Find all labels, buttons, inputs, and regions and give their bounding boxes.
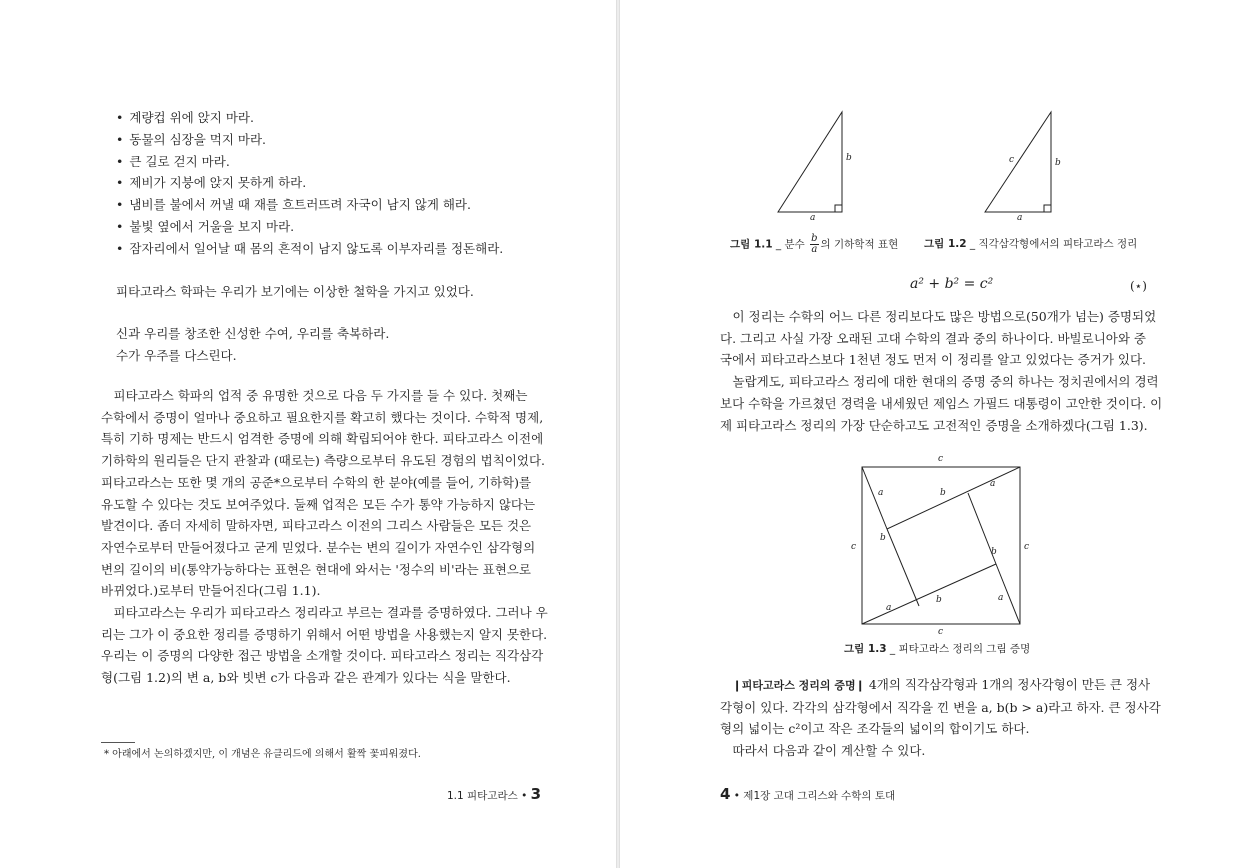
side-label-b: b — [846, 153, 852, 163]
text-line: 피타고라스는 우리가 피타고라스 정리라고 부르는 결과를 증명하였다. 그러나 우 — [113, 605, 548, 621]
text-line: 리는 그가 이 중요한 정리를 증명하기 위해서 어떤 방법을 사용했는지 알지 못한다. — [101, 626, 548, 642]
figure-1-2-triangle — [975, 105, 1065, 223]
running-footer-text: 1.1 피타고라스 • — [447, 790, 528, 802]
side-label-a: a — [1017, 213, 1023, 223]
figure-1-3-square-proof — [850, 452, 1030, 637]
page-number: 4 — [720, 785, 731, 803]
side-label-c: c — [1009, 155, 1015, 165]
figure-1-1-triangle — [770, 105, 852, 223]
caption-text: 의 기하학적 표현 — [820, 238, 899, 251]
text-line: 특히 기하 명제는 반드시 엄격한 증명에 의해 확립되어야 한다. 피타고라스 이전에 — [101, 431, 544, 447]
fraction-numerator: b — [811, 233, 818, 244]
right-page — [620, 0, 1236, 868]
fraction-b-over-a — [810, 234, 818, 255]
text-line: 따라서 다음과 같이 계산할 수 있다. — [732, 743, 926, 759]
text-line: 이 정리는 수학의 어느 다른 정리보다도 많은 방법으로(50개가 넘는) 증명되었 — [732, 309, 1157, 324]
running-footer-text: • 제1장 고대 그리스와 수학의 토대 — [733, 790, 896, 802]
figure-1-1-caption — [730, 234, 898, 255]
philosophy-paragraph: 피타고라스 학파는 우리가 보기에는 이상한 철학을 가지고 있었다. — [116, 284, 474, 299]
side-label-b: b — [880, 533, 886, 543]
side-label-c: c — [938, 454, 944, 464]
figure-label: 그림 1.3 — [844, 643, 887, 655]
text-line: 바뀌었다.)로부터 만들어진다(그림 1.1). — [101, 583, 321, 599]
text-line: 발견이다. 좀더 자세히 말하자면, 피타고라스 이전의 그리스 사람들은 모든 것은 — [101, 518, 532, 534]
caption-text: 피타고라스 정리의 그림 증명 — [898, 643, 1031, 655]
text-line: 우리는 이 증명의 다양한 접근 방법을 소개할 것이다. 피타고라스 정리는 직각삼각 — [101, 648, 544, 664]
caption-separator: _ — [966, 238, 979, 250]
text-line: 유도할 수 있다는 것도 보여주었다. 둘째 업적은 모든 수가 통약 가능하지 않다는 — [101, 496, 536, 512]
text-line: 각형이 있다. 각각의 삼각형에서 직각을 낀 변을 a, b(b > a)라고 하자. 큰 정사각 — [720, 699, 1161, 715]
figure-1-2-caption — [924, 236, 1137, 251]
side-label-c: c — [1024, 542, 1030, 552]
rule-item: • 동물의 심장을 먹지 마라. — [116, 129, 503, 151]
history-paragraph — [720, 306, 1163, 436]
rule-item: • 불빛 옆에서 거울을 보지 마라. — [116, 216, 503, 238]
caption-text: 직각삼각형에서의 피타고라스 정리 — [978, 238, 1138, 250]
text-line: 기하학의 원리들은 단지 관찰과 (때로는) 측량으로부터 유도된 경험의 법칙이었다. — [101, 453, 545, 469]
caption-separator: _ — [772, 238, 785, 251]
text-line: 형(그림 1.2)의 변 a, b와 빗변 c가 다음과 같은 관계가 있다는 식을 말한다. — [101, 670, 511, 686]
side-label-a: a — [810, 213, 816, 223]
pythagorean-equation: a² + b² = c² — [910, 276, 994, 292]
rule-item: • 계량컵 위에 앉지 마라. — [116, 107, 503, 129]
proof-paragraph — [720, 674, 1161, 762]
figure-label: 그림 1.2 — [924, 238, 967, 250]
page-number: 3 — [530, 785, 542, 803]
text-line: 피타고라스 학파의 업적 중 유명한 것으로 다음 두 가지를 들 수 있다. 첫째는 — [113, 388, 528, 403]
fraction-denominator: a — [811, 244, 818, 255]
side-label-b: b — [936, 595, 942, 605]
figure-label: 그림 1.1 — [730, 238, 773, 251]
proof-heading: ❙피타고라스 정리의 증명❙ — [732, 679, 865, 692]
side-label-a: a — [878, 488, 884, 498]
side-label-b: b — [991, 547, 997, 557]
side-label-b: b — [940, 488, 946, 498]
side-label-a: a — [990, 479, 996, 489]
page-footer — [447, 785, 541, 803]
side-label-c: c — [938, 627, 944, 637]
rule-item: • 잠자리에서 일어날 때 몸의 흔적이 남지 않도록 이부자리를 정돈해라. — [116, 238, 503, 260]
text-line: 놀랍게도, 피타고라스 정리에 대한 현대의 증명 중의 하나는 정치권에서의 경력 — [732, 374, 1159, 390]
text-line: 국에서 피타고라스보다 1천년 정도 먼저 이 정리를 알고 있었다는 증거가 있다. — [720, 352, 1146, 368]
rule-item: • 큰 길로 걷지 마라. — [116, 151, 503, 173]
text-line: 다. 그리고 사실 가장 오래된 고대 수학의 결과 중의 하나이다. 바빌로니아와 중 — [720, 330, 1146, 346]
side-label-b: b — [1055, 158, 1061, 168]
text-line — [720, 674, 1150, 697]
text-line: 제 피타고라스 정리의 가장 단순하고도 고전적인 증명을 소개하겠다(그림 1.3). — [720, 417, 1148, 433]
text-line: 수학에서 증명이 얼마나 중요하고 필요한지를 확고히 했다는 것이다. 수학적 명제, — [101, 409, 544, 425]
caption-separator: _ — [886, 643, 899, 655]
page-footer — [720, 785, 895, 803]
equation-star-mark: (⋆) — [1130, 279, 1147, 293]
text-line: 변의 길이의 비(통약가능하다는 표현은 현대에 와서는 '정수의 비'라는 표현으로 — [101, 561, 531, 577]
footnote: * 아래에서 논의하겠지만, 이 개념은 유클리드에 의해서 활짝 꽃피워졌다. — [104, 749, 421, 760]
text-line: 자연수로부터 만들어졌다고 굳게 믿었다. 분수는 변의 길이가 자연수인 삼각형의 — [101, 539, 536, 555]
motto-line: 수가 우주를 다스린다. — [116, 348, 237, 363]
achievements-paragraph — [101, 385, 548, 689]
text-line: 피타고라스는 또한 몇 개의 공준*으로부터 수학의 한 분야(예를 들어, 기하학)를 — [101, 474, 532, 490]
side-label-a: a — [998, 593, 1004, 603]
figure-1-3-caption — [844, 641, 1030, 656]
footnote-divider — [101, 742, 135, 743]
text-span: 4개의 직각삼각형과 1개의 정사각형이 만든 큰 정사 — [868, 677, 1151, 692]
left-page — [0, 0, 616, 868]
side-label-c: c — [851, 542, 857, 552]
text-line: 보다 수학을 가르쳤던 경력을 내세웠던 제임스 가필드 대통령이 고안한 것이다. 이 — [720, 395, 1163, 411]
motto-line: 신과 우리를 창조한 신성한 수여, 우리를 축복하라. — [116, 326, 390, 341]
rule-item: • 냄비를 불에서 꺼낼 때 재를 흐트러뜨려 자국이 남지 않게 해라. — [116, 194, 503, 216]
rules-list — [116, 107, 503, 260]
text-line: 형의 넓이는 c²이고 작은 조각들의 넓이의 합이기도 하다. — [720, 721, 1030, 737]
caption-text: 분수 — [784, 238, 805, 251]
side-label-a: a — [886, 603, 892, 613]
rule-item: • 제비가 지붕에 앉지 못하게 하라. — [116, 172, 503, 194]
